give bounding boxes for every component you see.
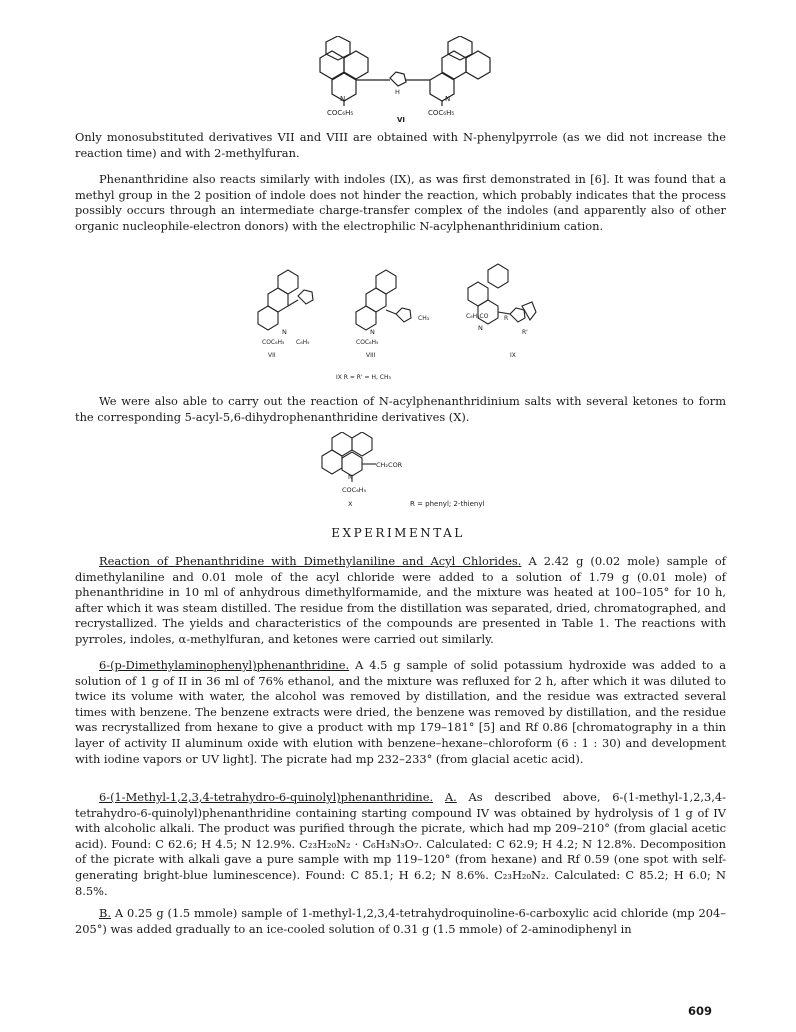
vi-n-right: N <box>445 95 451 103</box>
paragraph-4-body: A 2.42 g (0.02 mole) sample of dimethylaniline and 0.01 mole of the acyl chloride were added to a solution of 1.79 g (0.01 mole) of phenanthridine in 10 ml of anhydrous dimethylformamide, and the mixture was heated at 100–105° for 10 h, after which it was steam distilled. The residue from the distillation was separated, dried, chromatographed, and recrystallized. The yields and characteristics of the compounds are presented in Table 1. The reactions with pyrroles, indoles, α-methylfuran, and ketones were carried out similarly. <box>75 554 726 646</box>
structure-vi <box>300 36 510 122</box>
paragraph-6-part-a: A. <box>444 790 457 804</box>
ix-label: IX <box>510 352 516 359</box>
page-number: 609 <box>688 1004 713 1018</box>
section-heading: EXPERIMENTAL <box>331 526 465 540</box>
viii-substituent: COC₆H₅ <box>356 339 379 346</box>
x-note: R = phenyl; 2-thienyl <box>410 500 485 508</box>
vii-n: N <box>282 328 287 336</box>
paragraph-7-body: A 0.25 g (1.5 mmole) sample of 1-methyl-1,2,3,4-tetrahydroquinoline-6-carboxylic acid chloride (mp 204–205°) was added gradually to an ice-cooled solution of 0.31 g (1.5 mmole) of 2-aminodiphenyl in <box>75 906 726 936</box>
paragraph-4-title: Reaction of Phenanthridine with Dimethylaniline and Acyl Chlorides. <box>99 554 522 568</box>
paragraph-5 <box>75 658 726 767</box>
paragraph-2: Phenanthridine also reacts similarly with indoles (IX), as was first demonstrated in [6]. It was found that a methyl group in the 2 position of indole does not hinder the reaction, which probably indicates that the process possibly occurs through an intermediate charge-transfer complex of the indoles (and apparently also of other organic nucleophile-electron donors) with the electrophilic N-acylphenanthridinium cation. <box>75 172 726 233</box>
vi-label: VI <box>397 116 406 124</box>
ix-r: R <box>504 315 509 322</box>
vii-label: VII <box>268 352 276 359</box>
vii-substituent: COC₆H₅ <box>262 339 285 346</box>
ix-substituent-note: IX R = R' = H, CH₃ <box>336 374 391 381</box>
paragraph-6 <box>75 790 726 899</box>
structure-x <box>318 432 518 512</box>
paragraph-4 <box>75 554 726 648</box>
viii-label: VIII <box>366 352 376 359</box>
ix-acyl: C₆H₅CO <box>466 313 489 320</box>
paragraph-7 <box>75 906 726 937</box>
paragraph-5-body: A 4.5 g sample of solid potassium hydroxide was added to a solution of 1 g of II in 36 ml of 76% ethanol, and the mixture was refluxed for 2 h, after which it was diluted to twice its volume with water, the alcohol was removed by distillation, and the residue was extracted several times with benzene. The benzene extracts were dried, the benzene was removed by distillation, and the residue was recrystallized from hexane to give a product with mp 179–181° [5] and Rf 0.86 [chromatography in a thin layer of activity II aluminum oxide with elution with benzene–hexane–chloroform (6 : 1 : 30) and development with iodine vapors or UV light]. The picrate had mp 232–233° (from glacial acetic acid). <box>75 658 726 766</box>
vii-n-sub: C₆H₅ <box>296 339 310 346</box>
vi-substituent-left: COC₆H₅ <box>327 109 354 117</box>
paragraph-7-part-b: B. <box>99 906 111 920</box>
x-substituent: COC₆H₅ <box>342 486 367 494</box>
paragraph-5-title: 6-(p-Dimethylaminophenyl)phenanthridine. <box>99 658 350 672</box>
vi-substituent-right: COC₆H₅ <box>428 109 455 117</box>
vi-nh: H <box>395 88 400 96</box>
x-sidechain: CH₂COR <box>376 461 403 469</box>
paragraph-1: Only monosubstituted derivatives VII and VIII are obtained with N-phenylpyrrole (as we did not increase the reaction time) and with 2-methylfuran. <box>75 130 726 160</box>
ix-r-prime: R' <box>522 329 528 336</box>
x-label: X <box>348 500 353 508</box>
paragraph-6-body: As described above, 6-(1-methyl-1,2,3,4-tetrahydro-6-quinolyl)phenanthridine containing starting compound IV was obtained by hydrolysis of 1 g of IV with alcoholic alkali. The product was purified through the picrate, which had mp 209–210° (from glacial acetic acid). Found: C 62.6; H 4.5; N 12.9%. C₂₃H₂₀N₂ · C₆H₃N₃O₇. Calculated: C 62.9; H 4.2; N 12.8%. Decomposition of the picrate with alkali gave a pure sample with mp 119–120° (from hexane) and Rf 0.59 (one spot with self-generating bright-blue luminescence). Found: C 85.1; H 6.2; N 8.6%. C₂₃H₂₀N₂. Calculated: C 85.2; H 6.0; N 8.5%. <box>75 790 726 898</box>
x-n: N <box>348 473 353 481</box>
viii-n: N <box>370 328 375 336</box>
vi-n-left: N <box>340 95 346 103</box>
viii-methyl: CH₃ <box>418 315 430 322</box>
paragraph-3: We were also able to carry out the reaction of N-acylphenanthridinium salts with several ketones to form the corresponding 5-acyl-5,6-dihydrophenanthridine derivatives (X). <box>75 394 726 424</box>
ix-n: N <box>478 324 483 332</box>
paragraph-6-title: 6-(1-Methyl-1,2,3,4-tetrahydro-6-quinolyl)phenanthridine. <box>99 790 434 804</box>
structures-vii-viii-ix <box>238 254 538 386</box>
